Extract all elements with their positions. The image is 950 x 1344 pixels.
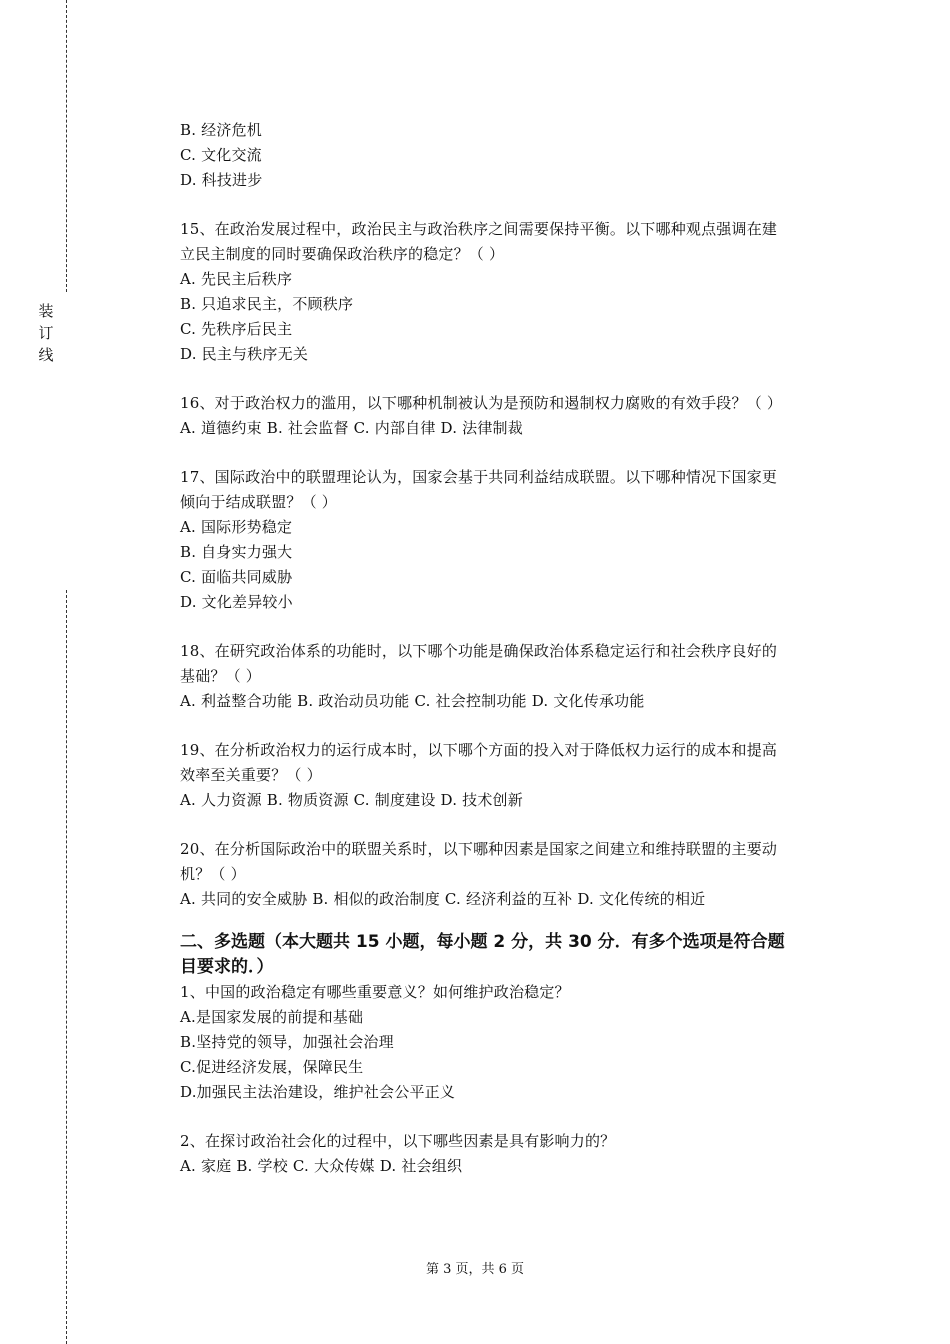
question-16 [180, 391, 840, 441]
question-stem-cont: 机？（ ） [180, 865, 246, 883]
exam-content [180, 118, 840, 1179]
multi-question-1 [180, 980, 840, 1105]
binding-line-label [36, 300, 56, 366]
section-title-line: 二、多选题（本大题共 15 小题，每小题 2 分，共 30 分．有多个选项是符合题 [180, 932, 785, 952]
option-b: B. 自身实力强大 [180, 543, 293, 561]
multi-question-2 [180, 1129, 840, 1179]
binding-label-char: 线 [38, 346, 54, 364]
question-stem-cont: 立民主制度的同时要确保政治秩序的稳定？（ ） [180, 245, 505, 263]
option-b: B. 只追求民主，不顾秩序 [180, 295, 354, 313]
question-stem-cont: 效率至关重要？（ ） [180, 766, 322, 784]
question-stem: 19、在分析政治权力的运行成本时，以下哪个方面的投入对于降低权力运行的成本和提高 [180, 741, 778, 759]
option-a: A. 国际形势稳定 [180, 518, 293, 536]
question-stem-cont: 倾向于结成联盟？（ ） [180, 493, 337, 511]
binding-label-char: 装 [38, 302, 54, 320]
option-c: C. 面临共同威胁 [180, 568, 293, 586]
section-title-multiple-choice [180, 930, 840, 980]
question-stem: 16、对于政治权力的滥用，以下哪种机制被认为是预防和遏制权力腐败的有效手段？（ ） [180, 394, 783, 412]
binding-label-char: 订 [38, 324, 54, 342]
question-20 [180, 837, 840, 912]
option-b: B. 经济危机 [180, 121, 262, 139]
question-stem: 2、在探讨政治社会化的过程中，以下哪些因素是具有影响力的？ [180, 1132, 616, 1150]
option-d: D. 文化差异较小 [180, 593, 293, 611]
option-b: B.坚持党的领导，加强社会治理 [180, 1033, 394, 1051]
question-options: A. 共同的安全威胁 B. 相似的政治制度 C. 经济利益的互补 D. 文化传统的相近 [180, 890, 706, 908]
binding-label-text [36, 300, 56, 366]
option-d: D. 民主与秩序无关 [180, 345, 309, 363]
option-c: C.促进经济发展，保障民生 [180, 1058, 364, 1076]
question-17 [180, 465, 840, 615]
binding-dashed-line-bottom [66, 590, 67, 1344]
question-options: A. 人力资源 B. 物质资源 C. 制度建设 D. 技术创新 [180, 791, 523, 809]
option-d: D.加强民主法治建设，维护社会公平正义 [180, 1083, 456, 1101]
question-stem: 17、国际政治中的联盟理论认为，国家会基于共同利益结成联盟。以下哪种情况下国家更 [180, 468, 778, 486]
option-a: A.是国家发展的前提和基础 [180, 1008, 364, 1026]
question-15 [180, 217, 840, 367]
question-19 [180, 738, 840, 813]
binding-dashed-line-top [66, 0, 67, 292]
question-options: A. 家庭 B. 学校 C. 大众传媒 D. 社会组织 [180, 1157, 463, 1175]
page-number-footer: 第 3 页，共 6 页 [425, 1262, 525, 1277]
question-stem-cont: 基础？（ ） [180, 667, 261, 685]
option-c: C. 文化交流 [180, 146, 262, 164]
question-18 [180, 639, 840, 714]
question-stem: 18、在研究政治体系的功能时，以下哪个功能是确保政治体系稳定运行和社会秩序良好的 [180, 642, 778, 660]
option-d: D. 科技进步 [180, 171, 263, 189]
question-14-options [180, 118, 840, 193]
question-stem: 15、在政治发展过程中，政治民主与政治秩序之间需要保持平衡。以下哪种观点强调在建 [180, 220, 778, 238]
question-stem: 20、在分析国际政治中的联盟关系时，以下哪种因素是国家之间建立和维持联盟的主要动 [180, 840, 778, 858]
question-options: A. 利益整合功能 B. 政治动员功能 C. 社会控制功能 D. 文化传承功能 [180, 692, 645, 710]
question-stem: 1、中国的政治稳定有哪些重要意义？如何维护政治稳定？ [180, 983, 570, 1001]
question-options: A. 道德约束 B. 社会监督 C. 内部自律 D. 法律制裁 [180, 419, 523, 437]
section-title-line-cont: 目要求的．） [180, 957, 274, 977]
option-a: A. 先民主后秩序 [180, 270, 293, 288]
option-c: C. 先秩序后民主 [180, 320, 293, 338]
